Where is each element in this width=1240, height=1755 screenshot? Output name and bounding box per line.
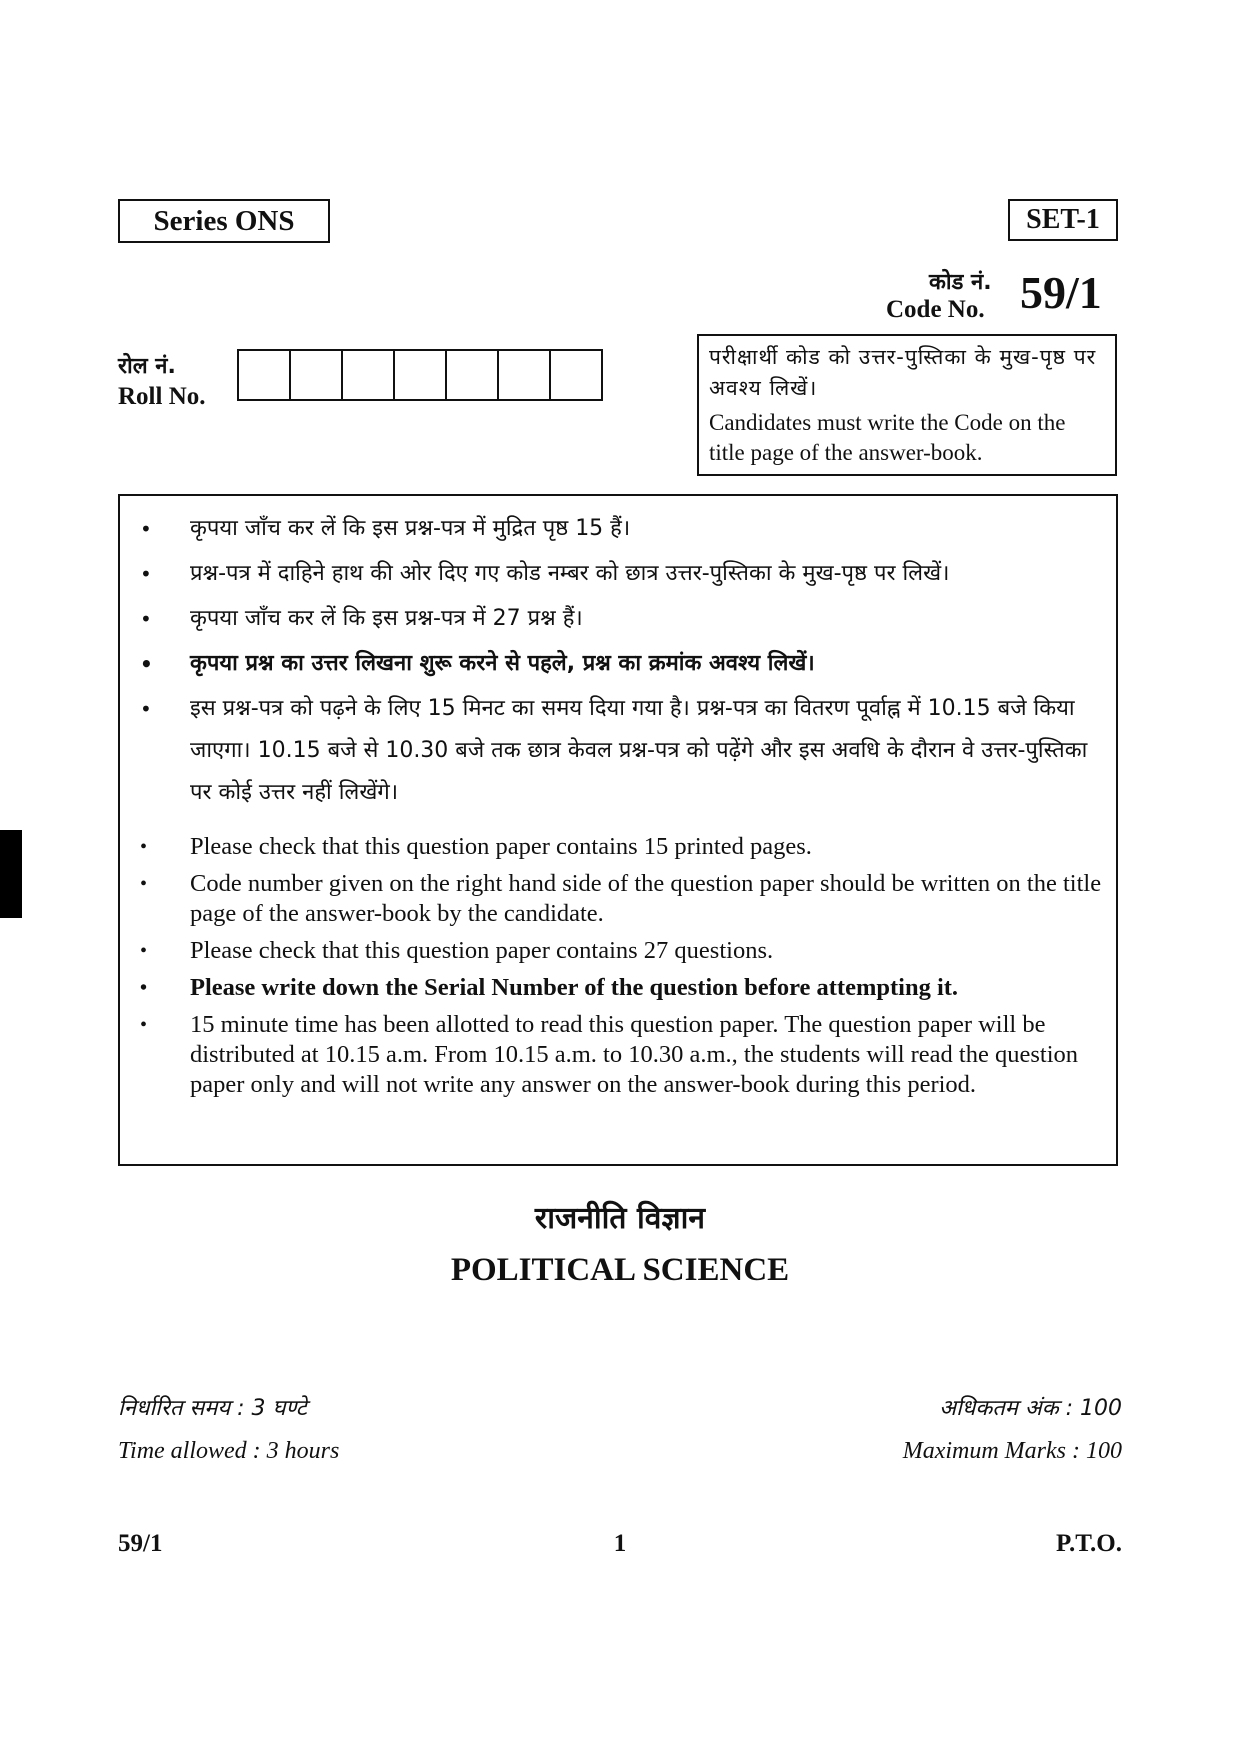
- list-item: • इस प्रश्न-पत्र को पढ़ने के लिए 15 मिनट का समय दिया गया है। प्रश्न-पत्र का वितरण पूर्वाह्न में 10.15 बजे किया जाएगा। 10.15 बजे से 10.30 बजे तक छात्र केवल प्रश्न-पत्र को पढ़ेंगे और इस अवधि के दौरान वे उत्तर-पुस्तिका पर कोई उत्तर नहीं लिखेंगे।: [132, 688, 1102, 814]
- roll-number-box[interactable]: [343, 351, 395, 399]
- footer-code: 59/1: [118, 1530, 163, 1557]
- bullet-icon: •: [140, 977, 148, 999]
- code-instruction-box: [697, 334, 1117, 476]
- list-item: • Please check that this question paper contains 27 questions.: [140, 937, 774, 964]
- bullet-icon: •: [140, 607, 152, 631]
- list-item: • कृपया जाँच कर लें कि इस प्रश्न-पत्र में 27 प्रश्न हैं।: [132, 598, 1102, 640]
- code-label-english: Code No.: [886, 296, 985, 323]
- time-allowed-hindi: निर्धारित समय : 3 घण्टे: [118, 1396, 307, 1421]
- list-item: • 15 minute time has been allotted to read this question paper. The question paper will be distributed at 10.15 a.m. From 10.15 a.m. to 10.30 a.m., the students will read the question paper only and will not write any answer on the answer-book during this period.: [140, 1011, 1079, 1098]
- instructions-box: [118, 494, 1118, 1166]
- roll-label-english: Roll No.: [118, 383, 206, 410]
- bullet-icon: •: [140, 873, 148, 895]
- list-item: • प्रश्न-पत्र में दाहिने हाथ की ओर दिए गए कोड नम्बर को छात्र उत्तर-पुस्तिका के मुख-पृष्ठ पर लिखें।: [132, 553, 1102, 595]
- bullet-icon: •: [140, 652, 153, 676]
- roll-number-box[interactable]: [239, 351, 291, 399]
- code-instruction-english: Candidates must write the Code on the title page of the answer-book.: [709, 410, 1066, 465]
- bullet-icon: •: [140, 562, 152, 586]
- bullet-icon: •: [140, 697, 152, 721]
- roll-number-boxes[interactable]: [237, 349, 603, 401]
- roll-number-box[interactable]: [551, 351, 601, 399]
- hindi-instructions: [132, 508, 1102, 814]
- roll-number-box[interactable]: [291, 351, 343, 399]
- list-item: • Code number given on the right hand side of the question paper should be written on the title page of the answer-book by the candidate.: [140, 870, 1102, 927]
- list-item: • Please check that this question paper contains 15 printed pages.: [140, 833, 812, 860]
- list-item: • कृपया प्रश्न का उत्तर लिखना शुरू करने से पहले, प्रश्न का क्रमांक अवश्य लिखें।: [132, 643, 1102, 685]
- max-marks-hindi: अधिकतम अंक : 100: [939, 1396, 1122, 1421]
- roll-number-box[interactable]: [395, 351, 447, 399]
- english-instructions: [132, 832, 1102, 1100]
- bullet-icon: •: [140, 517, 152, 541]
- bullet-icon: •: [140, 836, 148, 858]
- list-item: • कृपया जाँच कर लें कि इस प्रश्न-पत्र में मुद्रित पृष्ठ 15 हैं।: [132, 508, 1102, 550]
- set-label: SET-1: [1008, 199, 1118, 241]
- bullet-icon: •: [140, 1014, 148, 1036]
- code-label-hindi: कोड नं.: [929, 270, 992, 295]
- roll-number-box[interactable]: [447, 351, 499, 399]
- subject-title-hindi: राजनीति विज्ञान: [534, 1201, 706, 1236]
- series-label: Series ONS: [118, 199, 330, 243]
- subject-title-english: POLITICAL SCIENCE: [450, 1252, 790, 1288]
- list-item: • Please write down the Serial Number of the question before attempting it.: [140, 974, 959, 1001]
- bullet-icon: •: [140, 940, 148, 962]
- roll-number-box[interactable]: [499, 351, 551, 399]
- footer-pto: P.T.O.: [1056, 1530, 1122, 1557]
- code-instruction-hindi: परीक्षार्थी कोड को उत्तर-पुस्तिका के मुख-पृष्ठ पर अवश्य लिखें।: [709, 345, 1097, 400]
- code-number: 59/1: [1020, 267, 1102, 318]
- roll-label-hindi: रोल नं.: [118, 354, 176, 379]
- edge-mark: [0, 830, 22, 918]
- time-allowed-english: Time allowed : 3 hours: [118, 1438, 340, 1464]
- page-number: 1: [613, 1530, 627, 1557]
- max-marks-english: Maximum Marks : 100: [902, 1438, 1122, 1464]
